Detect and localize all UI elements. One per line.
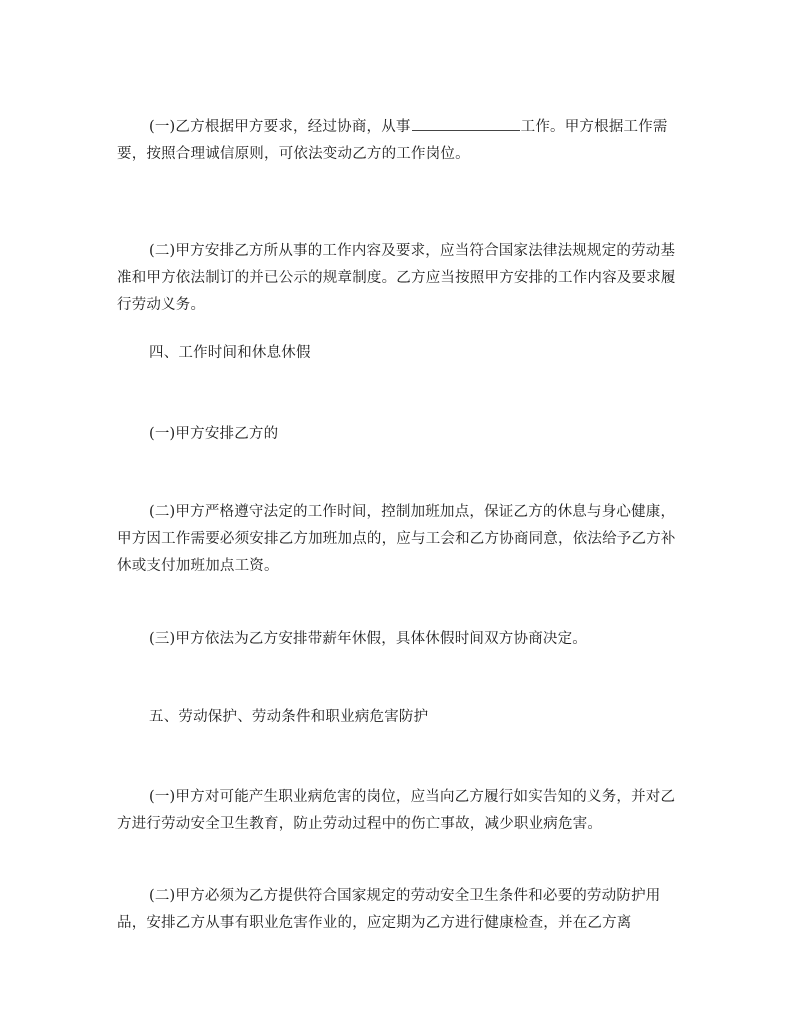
paragraph-overtime: (二)甲方严格遵守法定的工作时间，控制加班加点，保证乙方的休息与身心健康，甲方因工作需要必须安排乙方加班加点的，应与工会和乙方协商同意，依法给予乙方补休或支付加班加点工资。 xyxy=(117,504,676,574)
paragraph-job-assignment-text-2: 工作。甲方根据工作需要，按照合理诚信原则，可依法变动乙方的工作岗位。 xyxy=(117,119,668,162)
paragraph-work-schedule: (一)甲方安排乙方的 xyxy=(149,426,279,442)
paragraph-occupational-hazard: (一)甲方对可能产生职业病危害的岗位，应当向乙方履行如实告知的义务，并对乙方进行劳动安全卫生教育，防止劳动过程中的伤亡事故，减少职业病危害。 xyxy=(117,789,676,832)
paragraph-work-content: (二)甲方安排乙方所从事的工作内容及要求，应当符合国家法律法规规定的劳动基准和甲方依法制订的并已公示的规章制度。乙方应当按照甲方安排的工作内容及要求履行劳动义务。 xyxy=(117,243,676,313)
paragraph-annual-leave: (三)甲方依法为乙方安排带薪年休假，具体休假时间双方协商决定。 xyxy=(149,631,588,647)
paragraph-job-assignment-text-1: (一)乙方根据甲方要求，经过协商，从事 xyxy=(149,119,411,135)
paragraph-safety-conditions: (二)甲方必须为乙方提供符合国家规定的劳动安全卫生条件和必要的劳动防护用品，安排乙方从事有职业危害作业的，应定期为乙方进行健康检查，并在乙方离 xyxy=(117,888,661,931)
paragraph-job-assignment xyxy=(117,114,685,168)
section-heading-work-hours: 四、工作时间和休息休假 xyxy=(149,345,311,361)
section-heading-labor-protection: 五、劳动保护、劳动条件和职业病危害防护 xyxy=(149,709,429,725)
job-title-blank xyxy=(412,116,520,131)
